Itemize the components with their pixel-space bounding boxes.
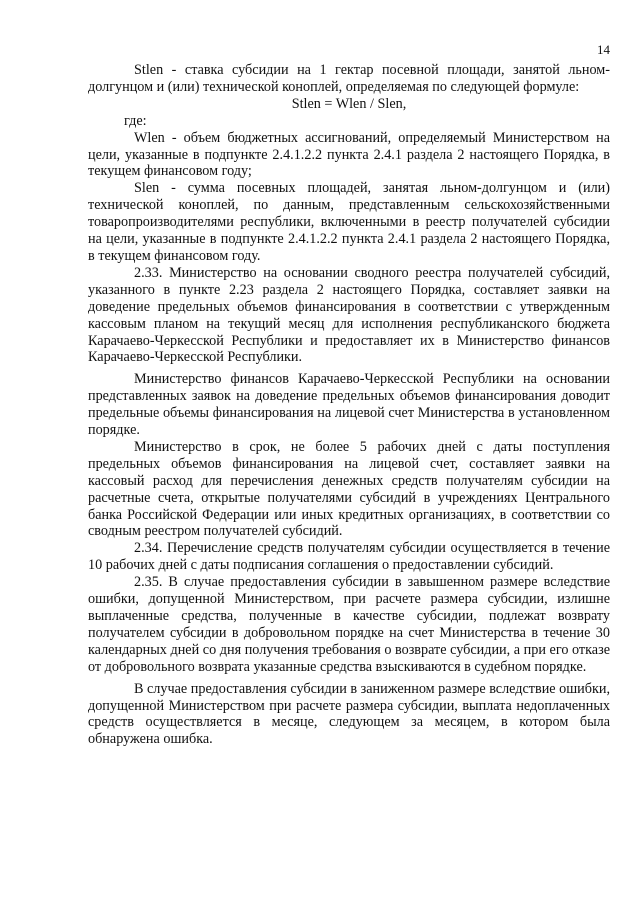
paragraph-underpayment: В случае предоставления субсидии в заниженном размере вследствие ошибки, допущенной Министерством при расчете размера субсидии, выплата недоплаченных средств осуществляется в месяце, следующем за месяцем, в котором была обнаружена ошибка. — [88, 680, 611, 748]
formula: Stlen = Wlen / Slen, — [291, 95, 407, 112]
paragraph-2-34: 2.34. Перечисление средств получателям субсидии осуществляется в течение 10 рабочих дней с даты подписания соглашения о предоставлении субсидий. — [88, 540, 610, 574]
paragraph-slen-definition: Slen - сумма посевных площадей, занятая льном-долгунцом и (или) технической коноплей, по данным, представленным сельскохозяйственными товаропроизводителями республики, включенными в реестр получателей субсидии на цели, указанные в подпункте 2.4.1.2.2 пункта 2.4.1 раздела 2 настоящего Порядка, в текущем финансовом году. — [88, 180, 610, 264]
paragraph-ministry-deadline: Министерство в срок, не более 5 рабочих дней с даты поступления предельных объемов финансирования на лицевой счет, составляет заявки на кассовый расход для перечисления денежных средств получателям субсидии на расчетные счета, открытые получателями субсидий в учреждениях Центрального банка Российской Федерации или иных кредитных организациях, в соответствии со сводным реестром получателей субсидий. — [88, 438, 610, 540]
paragraph-wlen-definition: Wlen - объем бюджетных ассигнований, определяемый Министерством на цели, указанные в подпункте 2.4.1.2.2 пункта 2.4.1 раздела 2 настоящего Порядка, в текущем финансовом году; — [88, 129, 610, 180]
paragraph-2-33: 2.33. Министерство на основании сводного реестра получателей субсидий, указанного в пункте 2.23 раздела 2 настоящего Порядка, составляет заявки на доведение предельных объемов финансирования в соответствии с утвержденным кассовым планом на текущий месяц для исполнения республиканского бюджета Карачаево-Черкесской Республики и предоставляет их в Министерство финансов Карачаево-Черкесской Республики. — [88, 264, 610, 366]
document-body — [88, 62, 610, 748]
formula-where-label: где: — [124, 112, 147, 129]
paragraph-2-35: 2.35. В случае предоставления субсидии в завышенном размере вследствие ошибки, допущенной Министерством, при расчете размера субсидии, излишне выплаченные средства, полученные в качестве субсидии, подлежат возврату получателем субсидии в добровольном порядке на счет Министерства в течение 30 календарных дней со дня получения требования о возврате субсидии, а при его отказе от добровольного возврата указанные средства взыскиваются в судебном порядке. — [88, 574, 610, 675]
paragraph-stlen-definition: Stlen - ставка субсидии на 1 гектар посевной площади, занятой льном-долгунцом и (или) технической коноплей, определяемая по следующей формуле: — [88, 62, 610, 95]
paragraph-ministry-finance: Министерство финансов Карачаево-Черкесской Республики на основании представленных заявок на доведение предельных объемов финансирования доводит предельные объемы финансирования на лицевой счет Министерства в установленном порядке. — [88, 371, 610, 439]
page-number: 14 — [597, 42, 610, 57]
